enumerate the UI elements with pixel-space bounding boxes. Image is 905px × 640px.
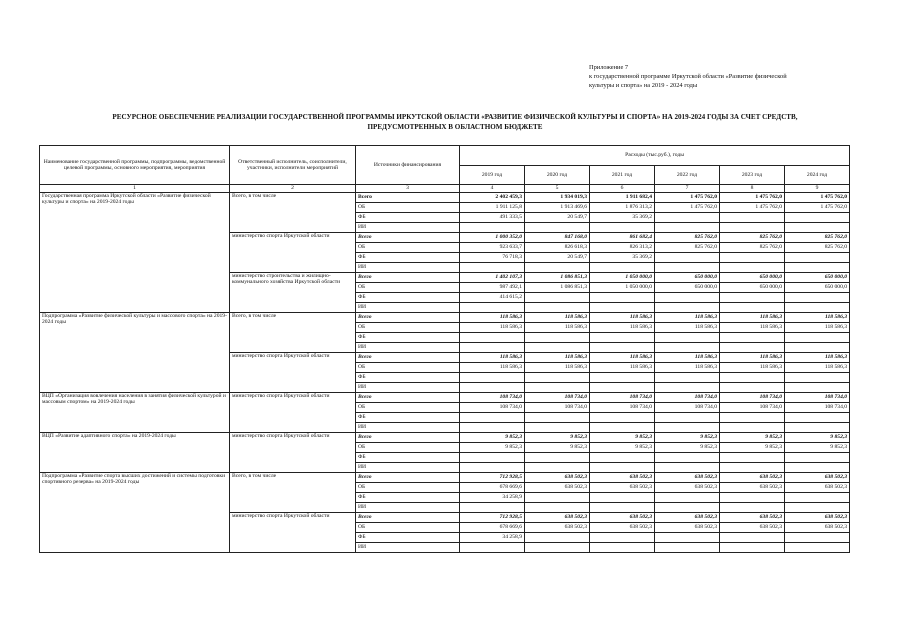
value-cell	[720, 423, 785, 433]
value-cell: 825 762,0	[655, 233, 720, 243]
value-cell	[720, 533, 785, 543]
value-cell: 1 475 762,0	[720, 193, 785, 203]
value-cell	[590, 343, 655, 353]
value-cell	[655, 543, 720, 553]
value-cell: 20 549,7	[525, 213, 590, 223]
value-cell	[525, 373, 590, 383]
value-cell: 118 586,3	[785, 313, 850, 323]
value-cell	[655, 343, 720, 353]
value-cell	[460, 383, 525, 393]
value-cell: 638 502,3	[590, 523, 655, 533]
value-cell	[785, 413, 850, 423]
column-number: 8	[720, 185, 785, 193]
value-cell	[785, 423, 850, 433]
value-cell	[460, 223, 525, 233]
value-cell: 9 852,3	[525, 443, 590, 453]
source-cell: Всего	[356, 313, 460, 323]
table-row	[40, 393, 850, 403]
value-cell: 491 333,5	[460, 213, 525, 223]
value-cell	[525, 493, 590, 503]
value-cell	[460, 413, 525, 423]
value-cell	[590, 493, 655, 503]
value-cell: 638 502,3	[655, 473, 720, 483]
source-cell: ОБ	[356, 363, 460, 373]
value-cell: 118 586,3	[720, 363, 785, 373]
value-cell	[525, 543, 590, 553]
value-cell	[525, 333, 590, 343]
value-cell: 638 502,3	[525, 483, 590, 493]
value-cell	[525, 293, 590, 303]
value-cell: 108 734,0	[460, 403, 525, 413]
source-cell: ФБ	[356, 493, 460, 503]
program-name-cell: Подпрограмма «Развитие спорта высших достижений и системы подготовки спортивного резерва» на 2019-2024 годы	[40, 473, 230, 553]
header-executor: Ответственный исполнитель, соисполнители, участники, исполнители мероприятий	[230, 146, 356, 185]
value-cell: 118 586,3	[720, 353, 785, 363]
value-cell: 9 852,3	[655, 443, 720, 453]
source-cell: ОБ	[356, 523, 460, 533]
value-cell	[720, 383, 785, 393]
value-cell: 1 876 313,2	[590, 203, 655, 213]
value-cell	[590, 533, 655, 543]
value-cell	[590, 263, 655, 273]
executor-cell: министерство спорта Иркутской области	[230, 393, 356, 433]
value-cell	[590, 453, 655, 463]
value-cell	[720, 373, 785, 383]
source-cell: ОБ	[356, 483, 460, 493]
value-cell: 650 000,0	[785, 273, 850, 283]
value-cell: 825 762,0	[785, 243, 850, 253]
value-cell	[525, 303, 590, 313]
value-cell	[655, 503, 720, 513]
value-cell: 638 502,3	[720, 473, 785, 483]
source-cell: ИИ	[356, 383, 460, 393]
value-cell	[785, 453, 850, 463]
value-cell: 118 586,3	[655, 363, 720, 373]
table-row	[40, 433, 850, 443]
value-cell: 108 734,0	[720, 403, 785, 413]
value-cell	[655, 463, 720, 473]
value-cell: 9 852,3	[590, 443, 655, 453]
header-year: 2020 год	[525, 166, 590, 185]
header-year: 2024 год	[785, 166, 850, 185]
appendix-line-2: к государственной программе Иркутской области «Развитие физической	[589, 73, 787, 80]
source-cell: ОБ	[356, 203, 460, 213]
value-cell	[460, 463, 525, 473]
value-cell	[655, 263, 720, 273]
value-cell: 414 615,2	[460, 293, 525, 303]
value-cell	[655, 413, 720, 423]
value-cell: 638 502,3	[785, 523, 850, 533]
header-year: 2021 год	[590, 166, 655, 185]
source-cell: ФБ	[356, 253, 460, 263]
value-cell: 650 000,0	[655, 283, 720, 293]
value-cell	[720, 503, 785, 513]
value-cell	[525, 383, 590, 393]
value-cell	[590, 423, 655, 433]
value-cell: 826 313,2	[590, 243, 655, 253]
value-cell: 9 852,3	[785, 433, 850, 443]
executor-cell: министерство строительства и жилищно-коммунального хозяйства Иркутской области	[230, 273, 356, 313]
value-cell	[590, 543, 655, 553]
value-cell	[655, 223, 720, 233]
value-cell	[590, 303, 655, 313]
value-cell: 118 586,3	[460, 363, 525, 373]
value-cell	[460, 453, 525, 463]
value-cell: 34 258,9	[460, 493, 525, 503]
value-cell	[655, 453, 720, 463]
program-name-cell: ВЦП «Организация вовлечения населения в занятия физической культурой и массовым спортом» на 2019-2024 годы	[40, 393, 230, 433]
source-cell: Всего	[356, 273, 460, 283]
source-cell: ИИ	[356, 423, 460, 433]
value-cell	[720, 333, 785, 343]
value-cell: 1 402 107,3	[460, 273, 525, 283]
value-cell: 9 852,3	[590, 433, 655, 443]
source-cell: Всего	[356, 233, 460, 243]
value-cell: 35 369,2	[590, 213, 655, 223]
value-cell: 825 762,0	[785, 233, 850, 243]
value-cell: 861 682,4	[590, 233, 655, 243]
value-cell	[655, 383, 720, 393]
resource-table	[39, 145, 850, 553]
column-number: 4	[460, 185, 525, 193]
value-cell: 638 502,3	[525, 513, 590, 523]
value-cell	[720, 223, 785, 233]
value-cell: 712 928,5	[460, 513, 525, 523]
value-cell: 76 718,3	[460, 253, 525, 263]
value-cell: 1 086 851,3	[525, 283, 590, 293]
value-cell: 1 475 762,0	[655, 203, 720, 213]
value-cell	[785, 533, 850, 543]
value-cell	[785, 213, 850, 223]
document-title	[40, 113, 870, 132]
table-row	[40, 473, 850, 483]
value-cell	[720, 303, 785, 313]
value-cell: 34 258,9	[460, 533, 525, 543]
value-cell: 9 852,3	[525, 433, 590, 443]
value-cell	[460, 503, 525, 513]
value-cell: 118 586,3	[655, 323, 720, 333]
value-cell: 638 502,3	[590, 483, 655, 493]
column-number: 9	[785, 185, 850, 193]
value-cell: 1 913 469,6	[525, 203, 590, 213]
value-cell	[590, 503, 655, 513]
executor-cell: Всего, в том числе	[230, 193, 356, 233]
value-cell: 638 502,3	[590, 513, 655, 523]
value-cell: 118 586,3	[590, 353, 655, 363]
value-cell	[590, 383, 655, 393]
value-cell: 118 586,3	[525, 363, 590, 373]
value-cell	[655, 253, 720, 263]
source-cell: ИИ	[356, 263, 460, 273]
header-year: 2023 год	[720, 166, 785, 185]
source-cell: ФБ	[356, 453, 460, 463]
value-cell	[785, 463, 850, 473]
value-cell: 118 586,3	[590, 313, 655, 323]
value-cell	[590, 293, 655, 303]
value-cell: 118 586,3	[655, 353, 720, 363]
value-cell	[525, 453, 590, 463]
value-cell: 638 502,3	[720, 513, 785, 523]
source-cell: ИИ	[356, 503, 460, 513]
header-year: 2019 год	[460, 166, 525, 185]
source-cell: Всего	[356, 353, 460, 363]
value-cell	[720, 343, 785, 353]
value-cell: 108 734,0	[525, 403, 590, 413]
value-cell	[590, 373, 655, 383]
value-cell: 638 502,3	[525, 523, 590, 533]
value-cell	[525, 423, 590, 433]
source-cell: ОБ	[356, 243, 460, 253]
value-cell: 20 549,7	[525, 253, 590, 263]
value-cell	[655, 303, 720, 313]
value-cell	[525, 343, 590, 353]
value-cell: 923 633,7	[460, 243, 525, 253]
value-cell: 650 000,0	[655, 273, 720, 283]
value-cell: 118 586,3	[525, 323, 590, 333]
value-cell: 118 586,3	[525, 353, 590, 363]
value-cell: 638 502,3	[525, 473, 590, 483]
value-cell	[655, 333, 720, 343]
value-cell: 108 734,0	[785, 393, 850, 403]
value-cell: 825 762,0	[720, 233, 785, 243]
value-cell	[590, 223, 655, 233]
value-cell	[785, 333, 850, 343]
source-cell: ОБ	[356, 443, 460, 453]
value-cell: 118 586,3	[460, 313, 525, 323]
value-cell	[720, 413, 785, 423]
source-cell: ИИ	[356, 463, 460, 473]
value-cell	[785, 503, 850, 513]
value-cell: 118 586,3	[590, 363, 655, 373]
value-cell	[655, 293, 720, 303]
source-cell: Всего	[356, 513, 460, 523]
value-cell	[720, 493, 785, 503]
column-number: 3	[356, 185, 460, 193]
source-cell: ФБ	[356, 213, 460, 223]
value-cell: 638 502,3	[720, 483, 785, 493]
source-cell: ОБ	[356, 403, 460, 413]
value-cell: 118 586,3	[785, 363, 850, 373]
appendix-line-3: культуры и спорта» на 2019 - 2024 годы	[589, 82, 698, 89]
value-cell: 1 050 000,0	[590, 273, 655, 283]
value-cell	[525, 413, 590, 423]
value-cell	[590, 333, 655, 343]
source-cell: Всего	[356, 393, 460, 403]
value-cell: 650 000,0	[785, 283, 850, 293]
value-cell: 108 734,0	[590, 403, 655, 413]
value-cell: 638 502,3	[655, 483, 720, 493]
value-cell	[460, 543, 525, 553]
value-cell	[525, 263, 590, 273]
value-cell: 118 586,3	[590, 323, 655, 333]
value-cell: 712 928,5	[460, 473, 525, 483]
source-cell: ФБ	[356, 293, 460, 303]
value-cell	[720, 293, 785, 303]
value-cell	[655, 213, 720, 223]
value-cell: 118 586,3	[785, 323, 850, 333]
value-cell: 825 762,0	[720, 243, 785, 253]
source-cell: ОБ	[356, 283, 460, 293]
value-cell: 118 586,3	[525, 313, 590, 323]
value-cell	[460, 303, 525, 313]
source-cell: Всего	[356, 193, 460, 203]
value-cell: 118 586,3	[720, 313, 785, 323]
header-name: Наименование государственной программы, подпрограммы, ведомственной целевой программы, основного мероприятия, мероприятия	[40, 146, 230, 185]
value-cell: 638 502,3	[655, 513, 720, 523]
title-line-2: ПРЕДУСМОТРЕННЫХ В ОБЛАСТНОМ БЮДЖЕТЕ	[367, 122, 543, 131]
source-cell: ОБ	[356, 323, 460, 333]
program-name-cell: ВЦП «Развитие адаптивного спорта» на 2019-2024 годы	[40, 433, 230, 473]
value-cell: 638 502,3	[785, 483, 850, 493]
value-cell: 638 502,3	[720, 523, 785, 533]
value-cell: 638 502,3	[590, 473, 655, 483]
value-cell: 650 000,0	[720, 273, 785, 283]
value-cell	[785, 263, 850, 273]
value-cell: 847 168,0	[525, 233, 590, 243]
value-cell: 1 475 762,0	[785, 203, 850, 213]
value-cell: 638 502,3	[785, 513, 850, 523]
column-number: 7	[655, 185, 720, 193]
program-name-cell: Государственная программа Иркутской области «Развитие физической культуры и спорта» на 2019-2024 годы	[40, 193, 230, 313]
value-cell: 825 762,0	[655, 243, 720, 253]
value-cell	[720, 213, 785, 223]
source-cell: ИИ	[356, 543, 460, 553]
table-row	[40, 193, 850, 203]
source-cell: ИИ	[356, 223, 460, 233]
value-cell: 678 669,6	[460, 523, 525, 533]
value-cell: 118 586,3	[460, 323, 525, 333]
executor-cell: Всего, в том числе	[230, 313, 356, 353]
value-cell: 987 492,1	[460, 283, 525, 293]
value-cell: 108 734,0	[785, 403, 850, 413]
header-expenses: Расходы (тыс.руб.), годы	[460, 146, 850, 166]
value-cell	[720, 543, 785, 553]
executor-cell: министерство спорта Иркутской области	[230, 233, 356, 273]
value-cell	[785, 293, 850, 303]
value-cell	[460, 333, 525, 343]
value-cell	[785, 373, 850, 383]
value-cell	[720, 253, 785, 263]
value-cell: 1 475 762,0	[720, 203, 785, 213]
value-cell	[785, 303, 850, 313]
value-cell	[785, 543, 850, 553]
value-cell	[785, 493, 850, 503]
executor-cell: министерство спорта Иркутской области	[230, 433, 356, 473]
value-cell: 2 402 459,3	[460, 193, 525, 203]
value-cell: 826 618,3	[525, 243, 590, 253]
value-cell: 1 050 000,0	[590, 283, 655, 293]
value-cell	[720, 263, 785, 273]
value-cell	[525, 223, 590, 233]
value-cell: 108 734,0	[590, 393, 655, 403]
executor-cell: Всего, в том числе	[230, 473, 356, 513]
value-cell: 108 734,0	[720, 393, 785, 403]
value-cell	[590, 413, 655, 423]
value-cell	[590, 463, 655, 473]
value-cell: 9 852,3	[720, 433, 785, 443]
source-cell: Всего	[356, 473, 460, 483]
header-year: 2022 год	[655, 166, 720, 185]
value-cell: 118 586,3	[655, 313, 720, 323]
source-cell: ФБ	[356, 533, 460, 543]
value-cell: 108 734,0	[655, 403, 720, 413]
value-cell	[720, 453, 785, 463]
source-cell: ИИ	[356, 343, 460, 353]
value-cell	[525, 503, 590, 513]
value-cell: 638 502,3	[655, 523, 720, 533]
value-cell: 35 369,2	[590, 253, 655, 263]
value-cell	[785, 343, 850, 353]
value-cell	[720, 463, 785, 473]
column-number: 6	[590, 185, 655, 193]
value-cell	[655, 373, 720, 383]
value-cell	[525, 463, 590, 473]
value-cell	[655, 533, 720, 543]
source-cell: ФБ	[356, 333, 460, 343]
column-number: 1	[40, 185, 230, 193]
column-number: 2	[230, 185, 356, 193]
appendix-line-1: Приложение 7	[589, 64, 629, 71]
value-cell: 9 852,3	[655, 433, 720, 443]
source-cell: Всего	[356, 433, 460, 443]
value-cell	[460, 423, 525, 433]
value-cell: 118 586,3	[785, 353, 850, 363]
source-cell: ИИ	[356, 303, 460, 313]
table-row	[40, 313, 850, 323]
value-cell	[655, 493, 720, 503]
value-cell	[525, 533, 590, 543]
program-name-cell: Подпрограмма «Развитие физической культуры и массового спорта» на 2019-2024 годы	[40, 313, 230, 393]
value-cell: 1 000 352,0	[460, 233, 525, 243]
value-cell	[655, 423, 720, 433]
value-cell	[460, 373, 525, 383]
value-cell: 9 852,3	[785, 443, 850, 453]
value-cell: 108 734,0	[525, 393, 590, 403]
value-cell: 108 734,0	[460, 393, 525, 403]
value-cell: 1 475 762,0	[655, 193, 720, 203]
value-cell: 678 669,6	[460, 483, 525, 493]
source-cell: ФБ	[356, 373, 460, 383]
value-cell	[785, 253, 850, 263]
value-cell: 650 000,0	[720, 283, 785, 293]
appendix-note	[589, 63, 889, 90]
value-cell: 1 086 851,3	[525, 273, 590, 283]
value-cell: 118 586,3	[460, 353, 525, 363]
value-cell	[460, 343, 525, 353]
column-number: 5	[525, 185, 590, 193]
value-cell: 1 934 019,3	[525, 193, 590, 203]
table-body	[40, 193, 850, 553]
value-cell: 9 852,3	[460, 433, 525, 443]
value-cell: 9 852,3	[720, 443, 785, 453]
value-cell: 1 475 762,0	[785, 193, 850, 203]
title-line-1: РЕСУРСНОЕ ОБЕСПЕЧЕНИЕ РЕАЛИЗАЦИИ ГОСУДАРСТВЕННОЙ ПРОГРАММЫ ИРКУТСКОЙ ОБЛАСТИ «РАЗВИТИЕ ФИЗИЧЕСКОЙ КУЛЬТУРЫ И СПОРТА» НА 2019-2024 ГОДЫ ЗА СЧЕТ СРЕДСТВ,	[112, 113, 798, 121]
value-cell	[460, 263, 525, 273]
value-cell	[785, 223, 850, 233]
header-source: Источники финансирования	[356, 146, 460, 185]
value-cell: 108 734,0	[655, 393, 720, 403]
value-cell: 118 586,3	[720, 323, 785, 333]
source-cell: ФБ	[356, 413, 460, 423]
executor-cell: министерство спорта Иркутской области	[230, 353, 356, 393]
value-cell: 1 911 125,8	[460, 203, 525, 213]
value-cell: 638 502,3	[785, 473, 850, 483]
value-cell: 9 852,3	[460, 443, 525, 453]
executor-cell: министерство спорта Иркутской области	[230, 513, 356, 553]
value-cell	[785, 383, 850, 393]
value-cell: 1 911 682,4	[590, 193, 655, 203]
